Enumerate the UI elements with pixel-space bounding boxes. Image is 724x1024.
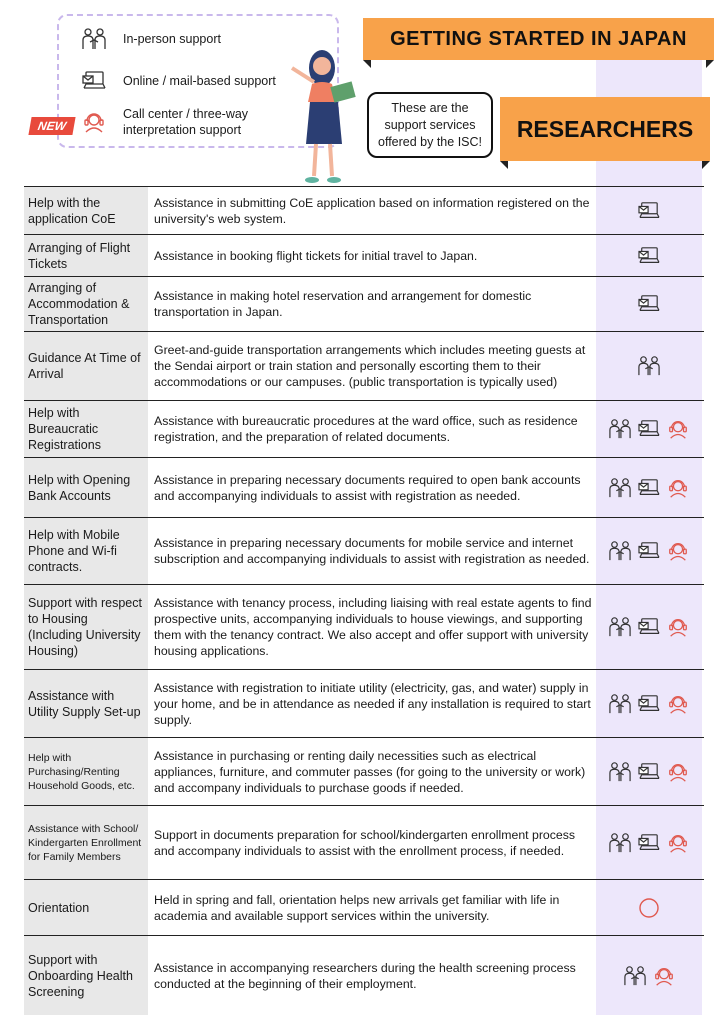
in-person-icon: [608, 615, 632, 639]
table-row: [24, 737, 704, 805]
presenter-illustration: [278, 42, 368, 190]
service-description: Assistance in preparing necessary documents required to open bank accounts and accompanying individuals to assist with registration as needed.: [154, 472, 581, 503]
in-person-icon: [623, 964, 647, 988]
service-description: Assistance with registration to initiate utility (electricity, gas, and water) supply in your home, and be in attendance as needed if any installation is required to start supply.: [154, 680, 591, 727]
headset-icon: [666, 615, 690, 639]
service-icons: [596, 235, 702, 276]
service-label: Support with respect to Housing (Including University Housing): [24, 585, 148, 669]
banner-fold: [500, 161, 508, 169]
table-row: [24, 331, 704, 400]
audience-banner: RESEARCHERS: [500, 97, 710, 161]
service-description: Assistance in preparing necessary documents for mobile service and internet subscription and accompanying individuals to assist with registration as needed.: [154, 536, 590, 566]
service-label: Assistance with Utility Supply Set-up: [24, 670, 148, 737]
in-person-icon: [608, 476, 632, 500]
service-label: Orientation: [24, 880, 148, 935]
table-row: [24, 517, 704, 584]
headset-icon: [666, 539, 690, 563]
in-person-icon: [608, 417, 632, 441]
laptop-mail-icon: [637, 760, 661, 784]
in-person-icon: [608, 831, 632, 855]
circle-icon: [637, 896, 661, 920]
page-title-banner: GETTING STARTED IN JAPAN: [363, 18, 714, 60]
laptop-mail-icon: [637, 615, 661, 639]
service-label: Help with Opening Bank Accounts: [24, 458, 148, 517]
service-icons: [596, 936, 702, 1015]
service-description: Assistance in making hotel reservation and arrangement for domestic transportation in Japan.: [154, 289, 532, 319]
table-row: [24, 276, 704, 331]
service-label: Help with Bureaucratic Registrations: [24, 401, 148, 457]
laptop-mail-icon: [637, 417, 661, 441]
headset-icon: [666, 417, 690, 441]
service-icons: [596, 585, 702, 669]
service-icons: [596, 332, 702, 400]
service-icons: [596, 277, 702, 331]
service-label: Assistance with School/ Kindergarten Enrollment for Family Members: [24, 806, 148, 879]
service-icons: [596, 401, 702, 457]
service-description: Assistance in submitting CoE application based on information registered on the university's web system.: [154, 195, 590, 226]
table-row: [24, 669, 704, 737]
service-icons: [596, 187, 702, 234]
in-person-icon: [637, 354, 661, 378]
service-icons: [596, 880, 702, 935]
service-description: Assistance with tenancy process, including liaising with real estate agents to find prospective units, accompanying individuals to house viewings, and supporting them with the tenancy contract. We also accept and offer support with university housing applications.: [154, 596, 592, 658]
in-person-icon: [608, 760, 632, 784]
table-row: [24, 186, 704, 234]
service-icons: [596, 670, 702, 737]
laptop-mail-icon: [637, 692, 661, 716]
legend-online: [81, 68, 276, 94]
speech-bubble: These are the support services offered by the ISC!: [367, 92, 493, 158]
table-row: [24, 879, 704, 935]
service-description: Held in spring and fall, orientation helps new arrivals get familiar with life in academia and available support services within the university.: [154, 892, 560, 923]
service-description: Assistance in booking flight tickets for initial travel to Japan.: [154, 248, 478, 263]
legend-callcenter: [81, 106, 273, 138]
headset-icon: [666, 760, 690, 784]
service-label: Help with the application CoE: [24, 187, 148, 234]
headset-icon: [666, 831, 690, 855]
service-label: Help with Mobile Phone and Wi-fi contracts.: [24, 518, 148, 584]
table-row: [24, 457, 704, 517]
laptop-mail-icon: [637, 292, 661, 316]
service-icons: [596, 458, 702, 517]
laptop-mail-icon: [637, 476, 661, 500]
service-description: Assistance with bureaucratic procedures at the ward office, such as residence registration, and the preparation of related documents.: [154, 414, 578, 444]
headset-icon: [81, 109, 107, 135]
in-person-icon: [608, 539, 632, 563]
legend-in-person: [81, 26, 221, 52]
table-row: [24, 584, 704, 669]
service-label: Guidance At Time of Arrival: [24, 332, 148, 400]
service-icons: [596, 518, 702, 584]
service-description: Support in documents preparation for school/kindergarten enrollment process and accompany individuals to assist with the enrollment process, if needed.: [154, 827, 576, 858]
service-icons: [596, 738, 702, 805]
in-person-icon: [608, 692, 632, 716]
laptop-mail-icon: [637, 244, 661, 268]
table-row: [24, 935, 704, 1015]
in-person-icon: [81, 26, 107, 52]
headset-icon: [666, 476, 690, 500]
legend-label: In-person support: [123, 32, 221, 46]
service-icons: [596, 806, 702, 879]
banner-fold: [706, 60, 714, 68]
legend-label: Online / mail-based support: [123, 74, 276, 88]
service-label: Arranging of Flight Tickets: [24, 235, 148, 276]
banner-fold: [363, 60, 371, 68]
laptop-mail-icon: [637, 199, 661, 223]
laptop-mail-icon: [637, 831, 661, 855]
service-description: Assistance in purchasing or renting daily necessities such as electrical appliances, furniture, and commuter passes (for going to the university or work) and accompany individuals to purchase goods if needed.: [154, 748, 586, 795]
service-description: Assistance in accompanying researchers during the health screening process conducted at the beginning of their employment.: [154, 960, 576, 991]
headset-icon: [666, 692, 690, 716]
headset-icon: [652, 964, 676, 988]
table-row: [24, 400, 704, 457]
service-description: Greet-and-guide transportation arrangements which includes meeting guests at the Sendai airport or train station and personally escorting them to their accommodations or our campuses. (public transportation is typically used): [154, 343, 586, 389]
banner-fold: [702, 161, 710, 169]
service-label: Arranging of Accommodation & Transportation: [24, 277, 148, 331]
new-badge: NEW: [28, 117, 75, 135]
legend-label: Call center / three-way interpretation support: [123, 107, 249, 137]
service-label: Help with Purchasing/Renting Household Goods, etc.: [24, 738, 148, 805]
table-row: [24, 234, 704, 276]
laptop-mail-icon: [637, 539, 661, 563]
laptop-mail-icon: [81, 68, 107, 94]
table-row: [24, 805, 704, 879]
service-label: Support with Onboarding Health Screening: [24, 936, 148, 1015]
